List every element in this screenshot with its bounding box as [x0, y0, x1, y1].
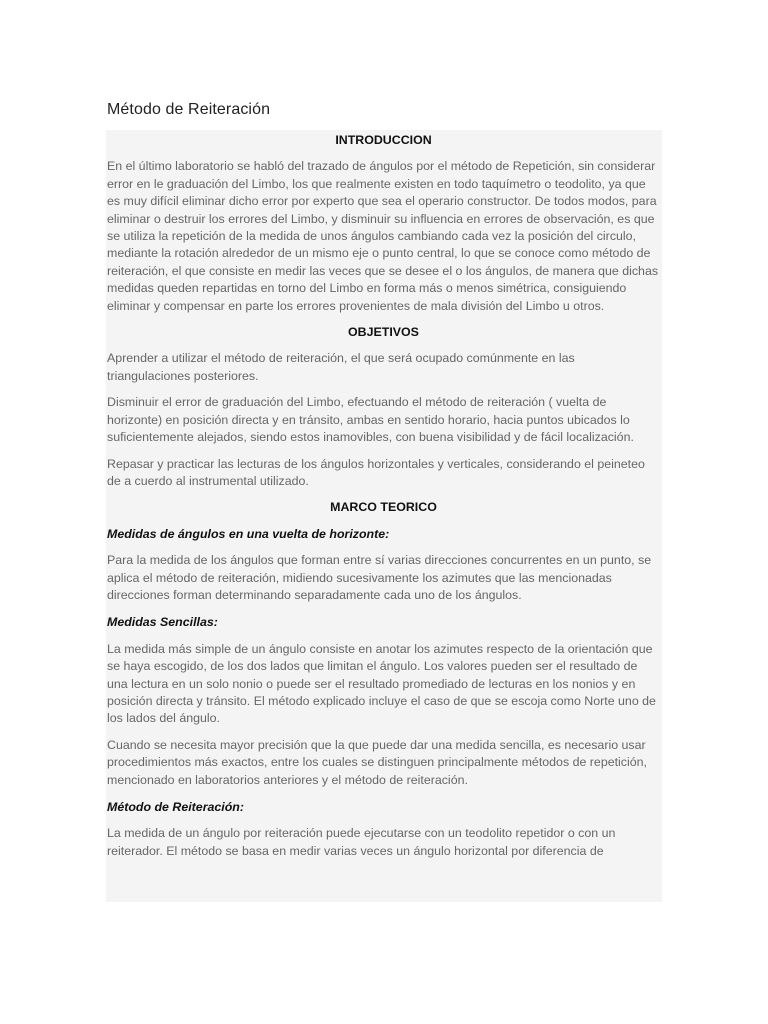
paragraph-objetivo-1: Aprender a utilizar el método de reiteración, el que será ocupado comúnmente en las triangulaciones posteriores.: [107, 351, 575, 383]
paragraph-objetivo-3: Repasar y practicar las lecturas de los ángulos horizontales y verticales, considerando el peineteo de a cuerdo al instrumental utilizado.: [107, 456, 645, 488]
heading-introduccion: INTRODUCCION: [335, 133, 432, 147]
paragraph-metodo-reiteracion: La medida de un ángulo por reiteración puede ejecutarse con un teodolito repetidor o con un reiterador. El método se basa en medir varias veces un ángulo horizontal por diferencia de: [107, 826, 616, 858]
subheading-medidas-sencillas: Medidas Sencillas:: [107, 615, 218, 630]
paragraph-medidas-sencillas-2: Cuando se necesita mayor precisión que la que puede dar una medida sencilla, es necesario usar procedimientos más exactos, entre los cuales se distinguen principalmente métodos de repetición, mencionado en laboratorios anteriores y el método de reiteración.: [107, 737, 647, 787]
paragraph-vuelta-horizonte: Para la medida de los ángulos que forman entre sí varias direcciones concurrentes en un punto, se aplica el método de reiteración, midiendo sucesivamente los azimutes que las mencionadas direcciones forman determinando separadamente cada uno de los ángulos.: [107, 553, 652, 602]
paragraph-objetivo-2: Disminuir el error de graduación del Limbo, efectuando el método de reiteración ( vuelta de horizonte) en posición directa y en tránsito, ambas en sentido horario, hacia puntos ubicados lo suficientemente alejados, siendo estos inamovibles, con buena visibilidad y de fácil localización.: [107, 395, 634, 445]
subheading-metodo-reiteracion: Método de Reiteración:: [107, 800, 244, 814]
heading-marco-teorico: MARCO TEORICO: [330, 500, 437, 515]
page-title: Método de Reiteración: [107, 101, 271, 118]
heading-objetivos: OBJETIVOS: [348, 325, 419, 340]
paragraph-medidas-sencillas-1: La medida más simple de un ángulo consiste en anotar los azimutes respecto de la orientación que se haya escogido, de los dos lados que limitan el ángulo. Los valores pueden ser el resultado de una lectura en un solo nonio o puede ser el resultado promediado de lecturas en los nonios y en posición directa y tránsito. El método explicado incluye el caso de que se escoja como Norte uno de los lados del ángulo.: [107, 641, 656, 726]
document-body: [106, 130, 662, 902]
paragraph-introduccion: En el último laboratorio se habló del trazado de ángulos por el método de Repetición, sin considerar error en le graduación del Limbo, los que realmente existen en todo taquímetro o teodolito, ya que es muy difícil eliminar dicho error por experto que sea el operario constructor. De todos modos, para eliminar o destruir los errores del Limbo, y disminuir su influencia en errores de observación, es que se utiliza la repetición de la medida de unos ángulos cambiando cada vez la posición del circulo, mediante la rotación alrededor de un mismo eje o punto central, lo que se conoce como método de reiteración, el que consiste en medir las veces que se desee el o los ángulos, de manera que dichas medidas queden repartidas en torno del Limbo en forma más o menos simétrica, consiguiendo eliminar y compensar en parte los errores provenientes de mala división del Limbo u otros.: [107, 159, 659, 313]
subheading-vuelta-horizonte: Medidas de ángulos en una vuelta de horizonte:: [107, 526, 390, 541]
